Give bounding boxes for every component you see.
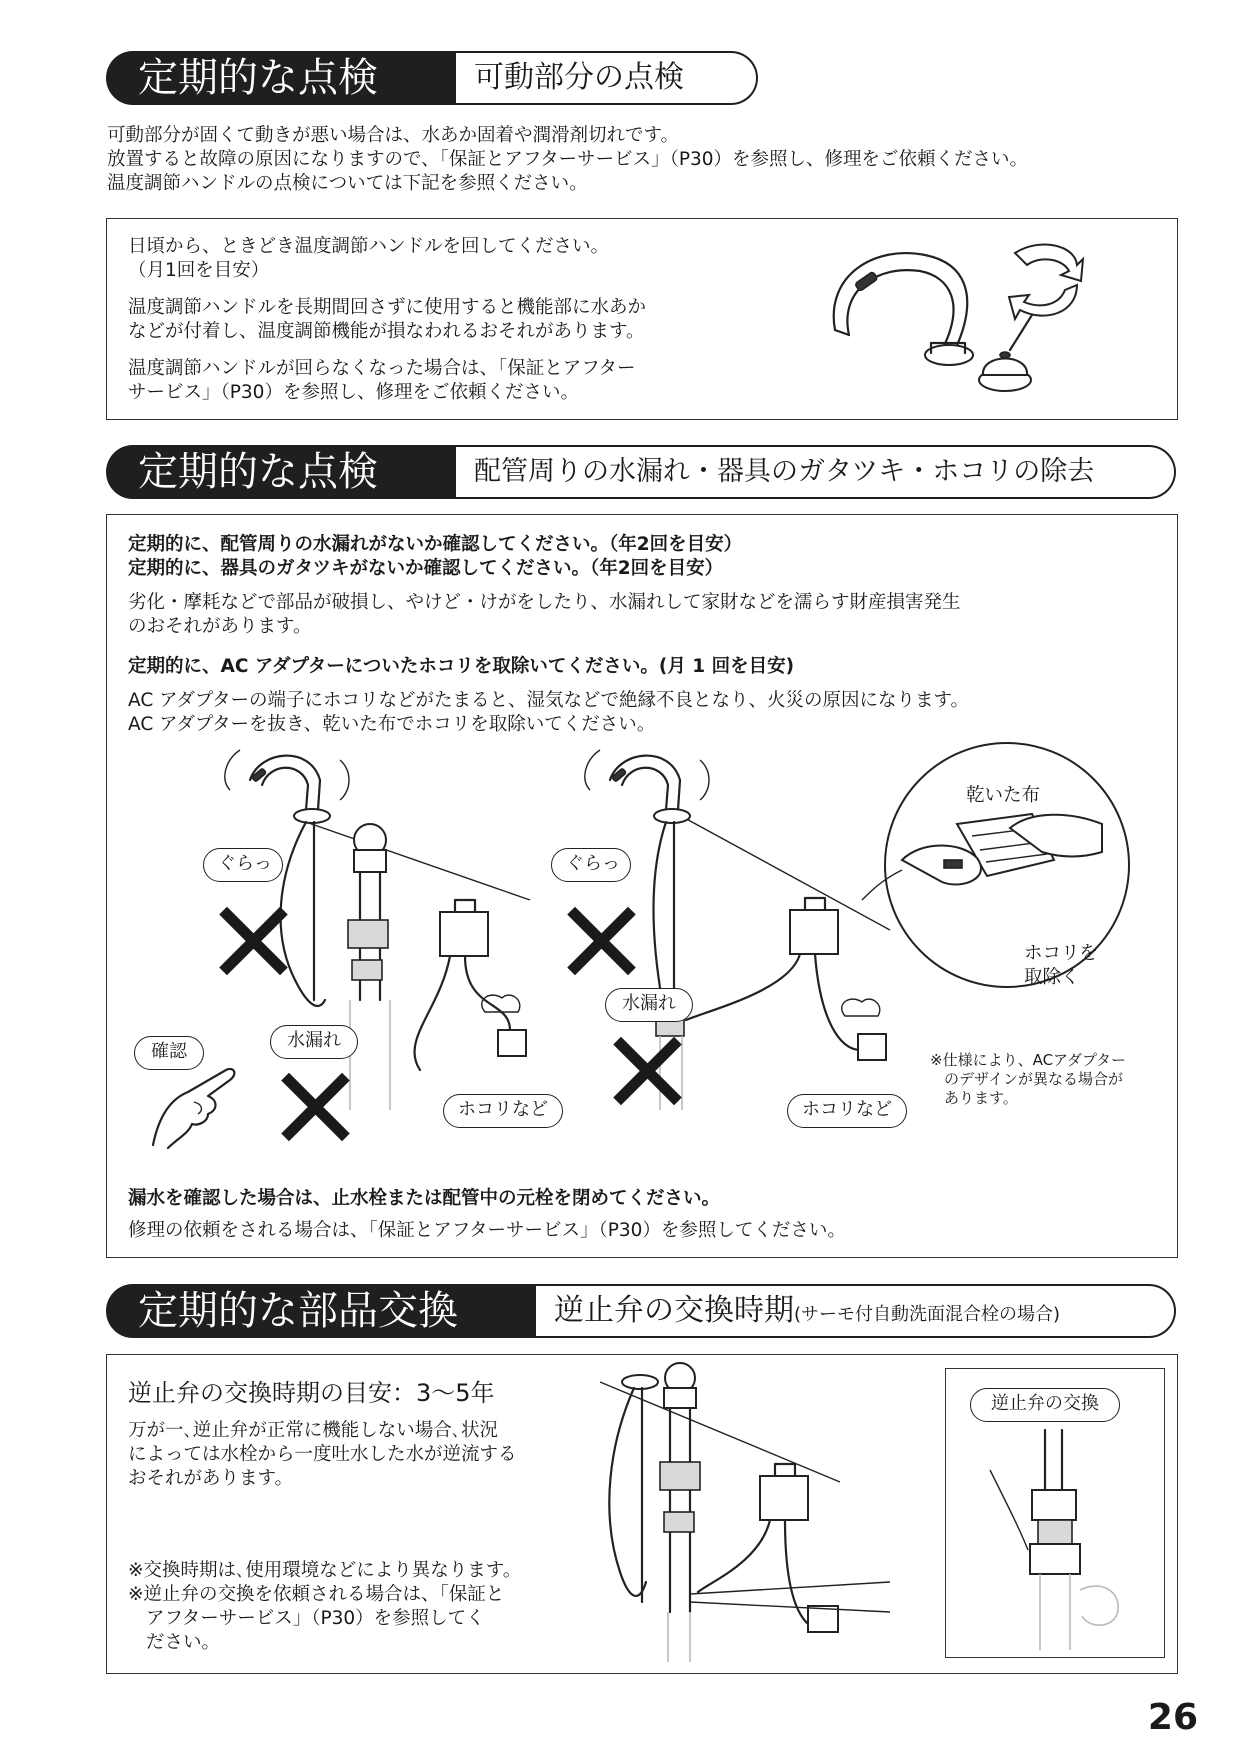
check-valve-piping-illustration [590,1362,920,1662]
leak-label-1: 水漏れ [270,1025,358,1059]
section3-subtitle-small: (サーモ付自動洗面混合栓の場合) [794,1304,1061,1325]
section1-intro-3: 温度調節ハンドルの点検については下記を参照ください。 [107,173,588,194]
section2-header [106,445,1176,499]
remove-dust-label-2: 取除く [1024,967,1080,988]
check-valve-closeup-illustration [990,1430,1140,1650]
dust-removal-instruction: 定期的に、AC アダプターについたホコリを取除いてください。(月 1 回を目安) [128,656,795,677]
section1-intro-1: 可動部分が固くて動きが悪い場合は、水あか固着や潤滑剤切れです。 [107,125,680,146]
spec-note-1: ※仕様により、ACアダプター [930,1051,1126,1069]
check-valve-replacement-label: 逆止弁の交換 [970,1388,1120,1422]
wobble-x-mark-1 [218,906,288,976]
check-valve-note-2: ※逆止弁の交換を依頼される場合は、「保証と [128,1584,505,1605]
leak-x-mark-2 [612,1036,682,1106]
section2-title: 定期的な点検 [106,445,458,499]
dust-label-2: ホコリなど [787,1094,907,1128]
section2-subtitle: 配管周りの水漏れ・器具のガタツキ・ホコリの除去 [456,445,1176,499]
check-valve-body-2: によっては水栓から一度吐水した水が逆流する [128,1444,517,1465]
section1-title: 定期的な点検 [106,51,458,105]
leak-found-instruction: 漏水を確認した場合は、止水栓または配管中の元栓を閉めてください。 [128,1188,721,1209]
handle-warning-2: などが付着し、温度調節機能が損なわれるおそれがあります。 [128,321,645,342]
section1-intro-2: 放置すると故障の原因になりますので、「保証とアフターサービス」（P30）を参照し、修理をご依頼ください。 [107,149,1029,170]
check-valve-body-1: 万が一､逆止弁が正常に機能しない場合､状況 [128,1420,499,1441]
repair-request-note: 修理の依頼をされる場合は、「保証とアフターサービス」（P30）を参照してください。 [128,1220,846,1241]
wobble-label-1: ぐらっ [203,848,283,882]
dust-label-1: ホコリなど [443,1094,563,1128]
remove-dust-label-1: ホコリを [1024,943,1099,964]
page-number: 26 [1147,1697,1198,1738]
section1-subtitle: 可動部分の点検 [456,51,758,105]
section3-header [106,1284,1176,1338]
wobble-check: 定期的に、器具のガタツキがないか確認してください。（年2回を目安） [128,558,724,579]
spec-note-2: のデザインが異なる場合が [944,1070,1123,1088]
check-valve-body-3: おそれがあります。 [128,1468,294,1489]
check-valve-note-3: アフターサービス」（P30）を参照してく [146,1608,485,1629]
handle-repair-note-2: サービス」（P30）を参照し、修理をご依頼ください。 [128,382,579,403]
damage-risk-2: のおそれがあります。 [128,616,312,637]
wobble-x-mark-2 [566,906,636,976]
spec-note-3: あります。 [944,1089,1018,1107]
section3-title: 定期的な部品交換 [106,1284,538,1338]
faucet-handle-illustration [815,235,1095,410]
pipe-leak-check: 定期的に、配管周りの水漏れがないか確認してください。（年2回を目安） [128,534,743,555]
check-valve-note-1: ※交換時期は､使用環境などにより異なります。 [128,1560,522,1581]
damage-risk-1: 劣化・摩耗などで部品が破損し、やけど・けがをしたり、水漏れして家財などを濡らす財産損害発生 [128,592,961,613]
leak-x-mark-1 [280,1072,350,1142]
dry-cloth-label: 乾いた布 [966,785,1041,806]
section3-subtitle [536,1284,1176,1338]
check-valve-interval-heading: 逆止弁の交換時期の目安：3～5年 [128,1379,495,1407]
dust-fire-risk: AC アダプターの端子にホコリなどがたまると、湿気などで絶縁不良となり、火災の原因になります。 [128,690,970,711]
section3-subtitle-main: 逆止弁の交換時期 [554,1293,794,1328]
handle-warning-1: 温度調節ハンドルを長期間回さずに使用すると機能部に水あか [128,297,647,318]
wobble-label-2: ぐらっ [551,848,631,882]
check-valve-note-4: ださい。 [146,1632,221,1653]
confirm-label: 確認 [134,1036,204,1070]
section1-header [106,51,758,105]
dust-removal-method: AC アダプターを抜き、乾いた布でホコリを取除いてください。 [128,714,656,735]
leak-label-2: 水漏れ [605,988,693,1022]
turn-handle-instruction: 日頃から、ときどき温度調節ハンドルを回してください。 [128,236,610,257]
pointing-hand-illustration [148,1060,238,1150]
turn-handle-frequency: （月1回を目安） [128,260,270,281]
handle-repair-note-1: 温度調節ハンドルが回らなくなった場合は、「保証とアフター [128,358,636,379]
